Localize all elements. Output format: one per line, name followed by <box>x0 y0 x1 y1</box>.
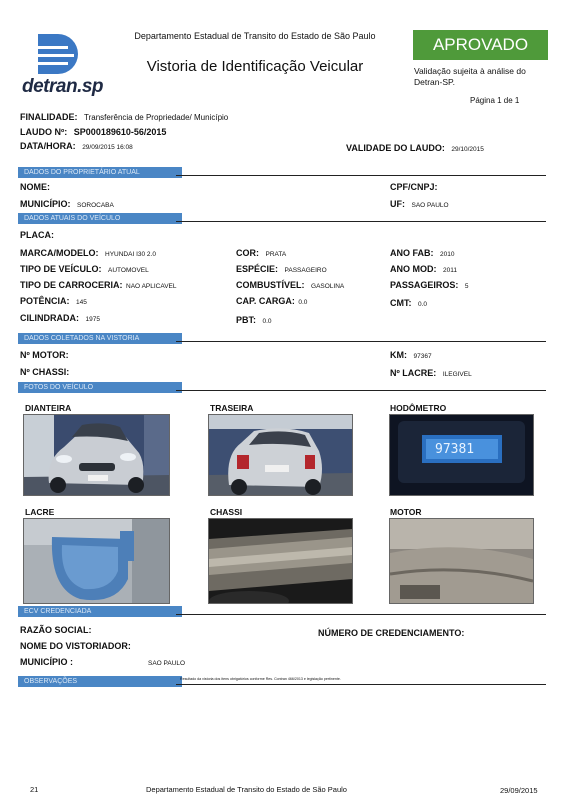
vehicle-cmt-value: 0.0 <box>418 301 428 308</box>
laudo-row <box>20 127 166 137</box>
vehicle-potencia-value: 145 <box>76 299 87 306</box>
validade-value: 29/10/2015 <box>451 146 484 153</box>
status-note: Validação sujeita à análise do Detran-SP. <box>414 66 526 87</box>
ecv-municipio-label: MUNICÍPIO : <box>20 657 73 667</box>
vehicle-cilindrada-row <box>20 313 100 323</box>
section-photos: FOTOS DO VEÍCULO <box>18 382 182 393</box>
vehicle-pbt-label: PBT: <box>236 315 256 325</box>
section-rule <box>176 614 546 615</box>
vehicle-marca-row <box>20 248 156 258</box>
section-vehicle: DADOS ATUAIS DO VEÍCULO <box>18 213 182 224</box>
footer-number: 21 <box>30 785 39 794</box>
owner-municipio-label: MUNICÍPIO: <box>20 199 71 209</box>
collected-km-label: KM: <box>390 350 407 360</box>
laudo-label: LAUDO Nº: <box>20 127 68 137</box>
vehicle-cmt-row <box>390 298 427 308</box>
department-name: Departamento Estadual de Transito do Estado de São Paulo <box>134 31 376 41</box>
vehicle-anomod-row <box>390 264 457 274</box>
collected-chassi-label: Nº CHASSI: <box>20 367 70 377</box>
ecv-credenciamento-label: NÚMERO DE CREDENCIAMENTO: <box>318 628 465 638</box>
photo-front-car <box>23 414 170 496</box>
vehicle-passageiros-value: 5 <box>464 283 469 290</box>
finalidade-label: FINALIDADE: <box>20 112 78 122</box>
datahora-row <box>20 141 133 151</box>
vehicle-combustivel-label: COMBUSTÍVEL: <box>236 280 305 290</box>
section-observations: OBSERVAÇÕES <box>18 676 182 687</box>
ecv-vistoriador-label: NOME DO VISTORIADOR: <box>20 641 131 651</box>
section-owner: DADOS DO PROPRIETÁRIO ATUAL <box>18 167 182 178</box>
vehicle-cmt-label: CMT: <box>390 298 412 308</box>
section-rule <box>176 221 546 222</box>
section-rule <box>176 175 546 176</box>
vehicle-tipo-label: TIPO DE VEÍCULO: <box>20 264 102 274</box>
collected-motor-label: Nº MOTOR: <box>20 350 69 360</box>
vehicle-potencia-label: POTÊNCIA: <box>20 296 70 306</box>
detran-logo-icon <box>34 32 78 76</box>
photo-rear-car <box>208 414 353 496</box>
vehicle-tipo-row <box>20 264 149 274</box>
vehicle-anomod-label: ANO MOD: <box>390 264 437 274</box>
section-collected: DADOS COLETADOS NA VISTORIA <box>18 333 182 344</box>
photo-label-dianteira: DIANTEIRA <box>25 403 72 413</box>
vehicle-anofab-row <box>390 248 454 258</box>
owner-nome-label: NOME: <box>20 182 50 192</box>
vehicle-pbt-row <box>236 315 272 325</box>
finalidade-row <box>20 112 228 122</box>
vehicle-cilindrada-label: CILINDRADA: <box>20 313 79 323</box>
vehicle-combustivel-value: GASOLINA <box>311 283 345 290</box>
vehicle-anomod-value: 2011 <box>443 267 457 274</box>
logo-text: detran.sp <box>22 76 104 97</box>
vehicle-passageiros-label: PASSAGEIROS: <box>390 280 459 290</box>
vehicle-capcarga-row <box>236 296 307 306</box>
footer-department: Departamento Estadual de Transito do Estado de São Paulo <box>146 785 347 794</box>
owner-uf-label: UF: <box>390 199 405 209</box>
photo-odometer <box>389 414 534 496</box>
section-rule <box>176 341 546 342</box>
vehicle-carroceria-label: TIPO DE CARROCERIA: <box>20 280 123 290</box>
vehicle-tipo-value: AUTOMOVEL <box>108 267 149 274</box>
photo-engine <box>389 518 534 604</box>
photo-label-hodometro: HODÔMETRO <box>390 403 447 413</box>
photo-label-traseira: TRASEIRA <box>210 403 254 413</box>
collected-lacre-value: ILEGIVEL <box>442 371 472 378</box>
owner-uf-row <box>390 199 449 209</box>
document-title: Vistoria de Identificação Veicular <box>146 58 364 75</box>
vehicle-cilindrada-value: 1975 <box>85 316 100 323</box>
owner-uf-value: SAO PAULO <box>411 202 449 209</box>
photo-seal <box>23 518 170 604</box>
vehicle-cor-label: COR: <box>236 248 259 258</box>
page-number: Página 1 de 1 <box>470 96 520 105</box>
footer-date: 29/09/2015 <box>500 786 538 795</box>
finalidade-value: Transferência de Propriedade/ Município <box>84 113 229 122</box>
photo-label-motor: MOTOR <box>390 507 422 517</box>
datahora-value: 29/09/2015 16:08 <box>82 144 133 151</box>
photo-label-lacre: LACRE <box>25 507 55 517</box>
vehicle-combustivel-row <box>236 280 344 290</box>
status-badge: APROVADO <box>413 30 548 60</box>
vehicle-capcarga-value: 0.0 <box>298 299 308 306</box>
vehicle-passageiros-row <box>390 280 468 290</box>
datahora-label: DATA/HORA: <box>20 141 76 151</box>
vehicle-especie-value: PASSAGEIRO <box>284 267 327 274</box>
validade-label: VALIDADE DO LAUDO: <box>346 143 445 153</box>
section-ecv: ECV CREDENCIADA <box>18 606 182 617</box>
vehicle-capcarga-label: CAP. CARGA: <box>236 296 295 306</box>
ecv-municipio-value: SAO PAULO <box>148 660 186 667</box>
section-rule <box>176 684 546 685</box>
vehicle-carroceria-value: NAO APLICAVEL <box>126 283 177 290</box>
vehicle-potencia-row <box>20 296 87 306</box>
owner-municipio-row <box>20 199 114 209</box>
collected-lacre-row <box>390 368 472 378</box>
vehicle-marca-value: HYUNDAI I30 2.0 <box>105 251 156 258</box>
laudo-value: SP000189610-56/2015 <box>73 127 167 137</box>
vehicle-especie-row <box>236 264 327 274</box>
vehicle-especie-label: ESPÉCIE: <box>236 264 279 274</box>
observations-text: Resultado da vistoria dos itens obrigatórios conforme Res. Contran 466/2013 e legislação pertinente. <box>180 677 341 681</box>
vehicle-anofab-value: 2010 <box>440 251 455 258</box>
vehicle-pbt-value: 0.0 <box>262 318 272 325</box>
collected-lacre-label: Nº LACRE: <box>390 368 437 378</box>
photo-chassis <box>208 518 353 604</box>
validade-row <box>346 143 484 153</box>
vehicle-cor-value: PRATA <box>265 251 287 258</box>
odometer-reading: 97381 <box>435 442 475 457</box>
ecv-razao-label: RAZÃO SOCIAL: <box>20 625 92 635</box>
owner-cpf-label: CPF/CNPJ: <box>390 182 438 192</box>
section-rule <box>176 390 546 391</box>
vehicle-carroceria-row <box>20 280 177 290</box>
collected-km-row <box>390 350 432 360</box>
vehicle-placa-label: PLACA: <box>20 230 54 240</box>
collected-km-value: 97367 <box>413 353 432 360</box>
vehicle-cor-row <box>236 248 286 258</box>
photo-label-chassi: CHASSI <box>210 507 243 517</box>
vehicle-marca-label: MARCA/MODELO: <box>20 248 99 258</box>
vehicle-anofab-label: ANO FAB: <box>390 248 434 258</box>
owner-municipio-value: SOROCABA <box>77 202 114 209</box>
